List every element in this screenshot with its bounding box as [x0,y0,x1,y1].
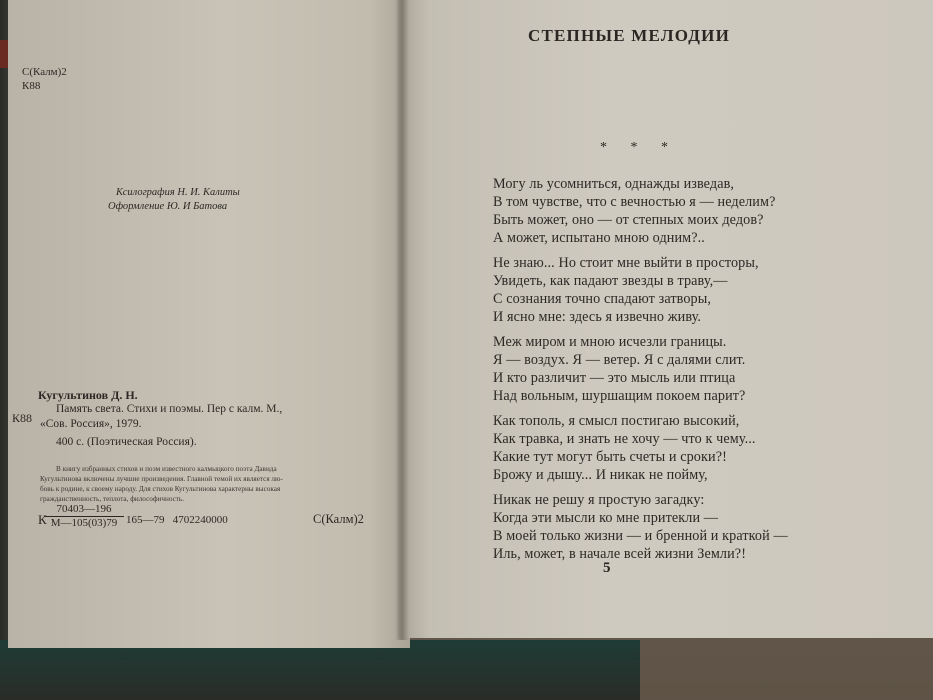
poem-line: Когда эти мысли ко мне притекли — [493,510,719,526]
poem-line: Иль, может, в начале всей жизни Земли?! [493,546,747,562]
classification-code: С(Калм)2 [22,66,67,78]
poem-line: И ясно мне: здесь я извечно живу. [493,309,702,325]
section-title: СТЕПНЫЕ МЕЛОДИИ [528,26,731,45]
poem-line: В моей только жизни — и бренной и краткой — [493,528,788,544]
annotation-line: Кугультинова включены лучшие произведения. Главной темой их является лю- [40,475,283,483]
author-mark-side: К88 [12,411,33,425]
bibliography-line-1: Память света. Стихи и поэмы. Пер с калм. М., [56,403,283,415]
annotation-line: В книгу избранных стихов и поэм известного калмыцкого поэта Давида [56,465,277,473]
book-cover-bottom [0,640,640,700]
code-letter: К [38,512,47,527]
poem-line: Как тополь, я смысл постигаю высокий, [493,413,740,429]
annotation-line: бовь к родине, к своему народу. Для стихов Кугультинова характерны высокая [40,485,281,493]
page-number: 5 [603,560,611,576]
poem-line: Над вольным, шуршащим покоем парит? [493,388,746,404]
poem-line: Меж миром и мною исчезли границы. [493,334,727,350]
annotation-line: гражданственность, теплота, философичность. [40,495,184,503]
bibliography-line-2: «Сов. Россия», 1979. [40,418,142,430]
poem-line: Никак не решу я простую загадку: [493,492,705,508]
code-denominator: М—105(03)79 [50,517,118,529]
poem-line: Не знаю... Но стоит мне выйти в просторы, [493,255,759,271]
poem-line: Увидеть, как падают звезды в траву,— [493,273,728,289]
poem-line: И кто различит — это мысль или птица [493,370,736,386]
poem-line: Какие тут могут быть счеты и сроки?! [493,449,727,465]
bibliography-line-3: 400 с. (Поэтическая Россия). [56,436,197,448]
code-numerator: 70403—196 [44,503,124,517]
author-mark: К88 [22,80,41,92]
engraving-credit: Ксилография Н. И. Калиты [116,187,240,198]
left-page [8,0,410,648]
code-classification: С(Калм)2 [313,512,364,526]
code-rest: 165—79 4702240000 [126,514,228,526]
book-gutter [395,0,409,640]
poem-line: Я — воздух. Я — ветер. Я с далями слит. [493,352,746,368]
poem-line: Быть может, оно — от степных моих дедов? [493,212,764,228]
poem-line: Брожу и дышу... И никак не пойму, [493,467,708,483]
design-credit: Оформление Ю. И Батова [108,201,228,212]
code-fraction [44,503,124,529]
poem-line: А может, испытано мною одним?.. [493,230,705,246]
author-name: Кугультинов Д. Н. [38,388,138,402]
poem-line: В том чувстве, что с вечностью я — неделим? [493,194,776,210]
poem-line: Могу ль усомниться, однажды изведав, [493,176,735,192]
poem-line: Как травка, и знать не хочу — что к чему... [493,431,756,447]
poem-line: С сознания точно спадают затворы, [493,291,712,307]
stanza-stars: * * * [600,140,678,155]
